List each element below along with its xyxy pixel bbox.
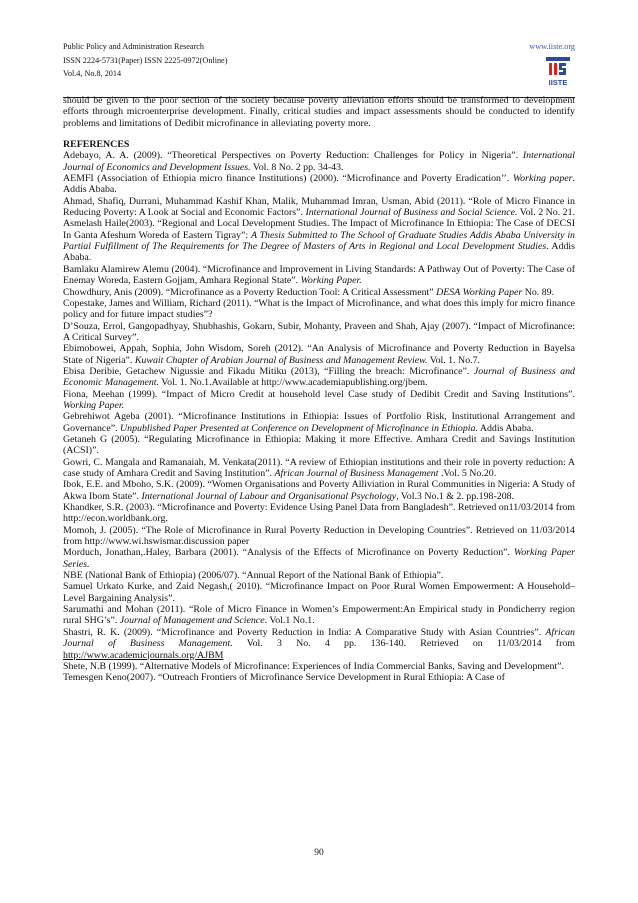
reference-text: Ebisa Deribie, Getachew Nigussie and Fikadu Mitiku (2013), “Filling the breach: Microfinance”. [63, 365, 474, 377]
reference-text: Vol. 2 No. 21. [517, 207, 575, 219]
reference-text: Samuel Urkato Kurke, and Zaid Negash,( 2010). “Microfinance Impact on Poor Rural Women Empowerment: A Household–Level Bargaining Analysis”. [63, 581, 575, 604]
references-heading: REFERENCES [63, 139, 130, 151]
reference-entry [63, 604, 575, 627]
reference-text: Asmelash Haile(2003). “Regional and Local Development Studies. The Impact of Microfinance In Ethiopia: The Case of DECSI In Ganta Afeshum Woreda of Eastern Tigray”: [63, 218, 575, 241]
reference-entry [63, 150, 575, 173]
reference-text: Vol. 1. No.7. [427, 354, 481, 366]
page-number: 90 [314, 848, 324, 858]
reference-italic: African Journal of Business Management. [63, 626, 575, 650]
reference-entry [63, 321, 575, 344]
reference-entry [63, 627, 575, 661]
reference-italic: Journal of Management and Science [119, 615, 265, 627]
reference-text: Bamlaku Alamirew Alemu (2004). “Microfinance and Improvement in Living Standards: A Pathway Out of Poverty: The Case of Enemay Woreda, Eastern Gojjam, Amhara Regional State”. [63, 263, 575, 287]
reference-text: Sarumathi and Mohan (2011). “Role of Micro Finance in Women’s Empowerment:An Empirical study in Pondicherry region rural SHG’s”. [63, 604, 575, 627]
reference-text: Shete, N.B (1999). “Alternative Models of Microfinance: Experiences of India Commercial Banks, Saving and Development”. [63, 660, 565, 672]
reference-italic: Working paper [512, 173, 573, 185]
reference-text: Copestake, James and William, Richard (2011). “What is the Impact of Microfinance, and what does this imply for micro finance policy and for future impact studies”? [63, 297, 575, 321]
reference-text: Shastri, R. K. (2009). “Microfinance and Poverty Reduction in India: A Comparative Study with Asian Countries”. [63, 626, 546, 638]
reference-text: NBE (National Bank of Ethiopia) (2006/07). “Annual Report of the National Bank of Ethiopia”. [63, 570, 444, 582]
reference-entry [63, 366, 575, 389]
reference-text: Vol. 8 No. 2 pp. 34-43. [250, 161, 344, 173]
reference-italic: DESA Working Paper [436, 286, 523, 298]
reference-text: No. 89. [522, 286, 555, 298]
reference-text: , Vol.3 No.1 & 2. pp.198-208. [396, 490, 515, 502]
reference-italic: Working Paper. [63, 399, 125, 411]
reference-entry [63, 196, 575, 219]
iiste-logo [543, 55, 573, 89]
volume-line: Vol.4, No.8, 2014 [63, 69, 122, 78]
reference-entry [63, 661, 575, 672]
reference-entry [63, 173, 575, 196]
reference-italic: African Journal of Business Management [274, 468, 439, 479]
reference-entry [63, 672, 575, 683]
reference-text: Chowdhury, Anis (2009). “Microfinance as a Poverty Reduction Tool: A Critical Assessment” [63, 286, 437, 298]
reference-italic: Kuwait Chapter of Arabian Journal of Business and Management Review. [134, 354, 428, 366]
reference-entry [63, 525, 575, 548]
reference-entry [63, 218, 575, 263]
reference-italic: International Journal of Business and Social Science. [305, 207, 518, 219]
reference-italic: Working Paper. [300, 275, 362, 287]
reference-text: Addis Ababa. [477, 422, 534, 434]
reference-text: Getaneh G (2005). “Regulating Microfinance in Ethiopia: Making it more Effective. Amhara Credit and Savings Institution (ACSI)”. [63, 433, 575, 457]
journal-url-link[interactable]: www.iiste.org [529, 42, 575, 51]
reference-entry [63, 264, 575, 287]
reference-url-link[interactable]: http://www.academicjournals.org/AJBM [63, 649, 224, 661]
reference-entry [63, 389, 575, 412]
reference-text: . Vol.1 No.1. [264, 615, 315, 627]
reference-text: Vol. 1. No.1.Available at http://www.academiapublishing.org/jbem. [158, 377, 428, 389]
reference-italic: Working Paper Series. [63, 547, 575, 570]
reference-text: Momoh, J. (2005). “The Role of Microfinance in Rural Poverty Reduction in Developing Countries”. Retrieved on 11/03/2014 from http://www.wi.hswismar.discussion paper [63, 524, 575, 548]
reference-italic: Unpublished Paper Presented at Conference on Development of Microfinance in Ethiopia. [120, 422, 478, 434]
reference-text: . Addis Ababa. [63, 241, 575, 264]
intro-paragraph: should be given to the poor section of the society because poverty alleviation efforts should be transformed to development efforts through microenterprise development. Finally, critical studies and impact assessments should be conducted to identify problems and limitations of Dedibit microfinance in alleviating poverty more. [63, 95, 575, 129]
reference-entry [63, 434, 575, 457]
reference-text: Ibok, E.E. and Mboho, S.K. (2009). “Women Organisations and Poverty Alliviation in Rural Communities in Nigeria: A Study of Akwa Ibom State”. [63, 479, 575, 502]
reference-entry [63, 570, 575, 581]
reference-text: Ahmad, Shafiq, Durrani, Muhammad Kashif Khan, Malik, Muhammad Imran, Usman, Abid (2011). “Role of Micro Finance in Reducing Poverty: A Look at Social and Economic Factors”. [63, 195, 575, 219]
reference-text: Gebrehiwot Ageba (2001). “Microfinance Institutions in Ethiopia: Issues of Portfolio Risk, Institutional Arrangement and Governance”. [63, 411, 575, 434]
reference-text: Khandker, S.R. (2003). “Microfinance and Poverty: Evidence Using Panel Data from Bangladesh”. Retrieved on11/03/2014 from http://econ.worldbank.org. [63, 502, 575, 525]
reference-text: Ebimobowei, Appah, Sophia, John Wisdom, Soreh (2012). “An Analysis of Microfinance and Poverty Reduction in Bayelsa State of Nigeria”. [63, 343, 575, 366]
reference-italic: A Thesis Submitted to The School of Graduate Studies Addis Ababa University in Partial Fulfillment of The Requirements for The Degree of Masters of Arts in Regional and Local Development Studies [63, 229, 575, 253]
reference-entry [63, 287, 575, 298]
reference-text: Fiona, Meehan (1999). “Impact of Micro Credit at household level Case study of Dedibit Credit and Saving Institutions”. [63, 388, 575, 400]
logo-text: IISTE [548, 78, 568, 87]
reference-italic: International Journal of Economics and Development Issues. [63, 150, 575, 173]
reference-list [63, 150, 575, 683]
reference-text: . Addis Ababa. [63, 173, 575, 196]
reference-entry [63, 502, 575, 525]
reference-text: Morduch, Jonathan,.Haley, Barbara (2001). “Analysis of the Effects of Microfinance on Poverty Reduction”. [63, 547, 514, 559]
reference-text: D’Souza, Errol, Gangopadhyay, Shubhashis, Gokarn, Subir, Mohanty, Praveen and Shah, Ajay (2007). “Impact of Microfinance: A Critical Survey”. [63, 320, 575, 343]
reference-entry [63, 581, 575, 604]
reference-text: Vol. 3 No. 4 pp. 136-140. Retrieved on 11/03/2014 from [232, 638, 575, 650]
reference-entry [63, 411, 575, 434]
reference-entry [63, 457, 575, 480]
reference-entry [63, 298, 575, 321]
reference-italic: International Journal of Labour and Organisational Psychology [141, 490, 397, 502]
reference-entry [63, 479, 575, 502]
reference-text: AEMFI (Association of Ethiopia micro finance Institutions) (2000). “Microfinance and Poverty Eradication’’. [63, 173, 513, 185]
issn-line: ISSN 2224-5731(Paper) ISSN 2225-0972(Online) [63, 55, 228, 65]
reference-text: Adebayo, A. A. (2009). “Theoretical Perspectives on Poverty Reduction: Challenges for Policy in Nigeria”. [63, 150, 523, 162]
reference-text: Temesgen Keno(2007). “Outreach Frontiers of Microfinance Service Development in Rural Ethiopia: A Case of [63, 672, 505, 684]
reference-italic: Journal of Business and Economic Management. [63, 365, 575, 389]
reference-entry [63, 547, 575, 570]
journal-title: Public Policy and Administration Research [63, 42, 204, 51]
page-header [63, 40, 575, 102]
reference-text: .Vol. 5 No.20. [438, 468, 497, 479]
reference-entry [63, 343, 575, 366]
main-content [63, 95, 575, 684]
reference-text: Gowri, C. Mangala and Ramanaiah, M. Venkata(2011). “A review of Ethiopian institutions and their role in poverty reduction: A case study of Amhara Credit and Saving Institution”. [63, 456, 575, 479]
